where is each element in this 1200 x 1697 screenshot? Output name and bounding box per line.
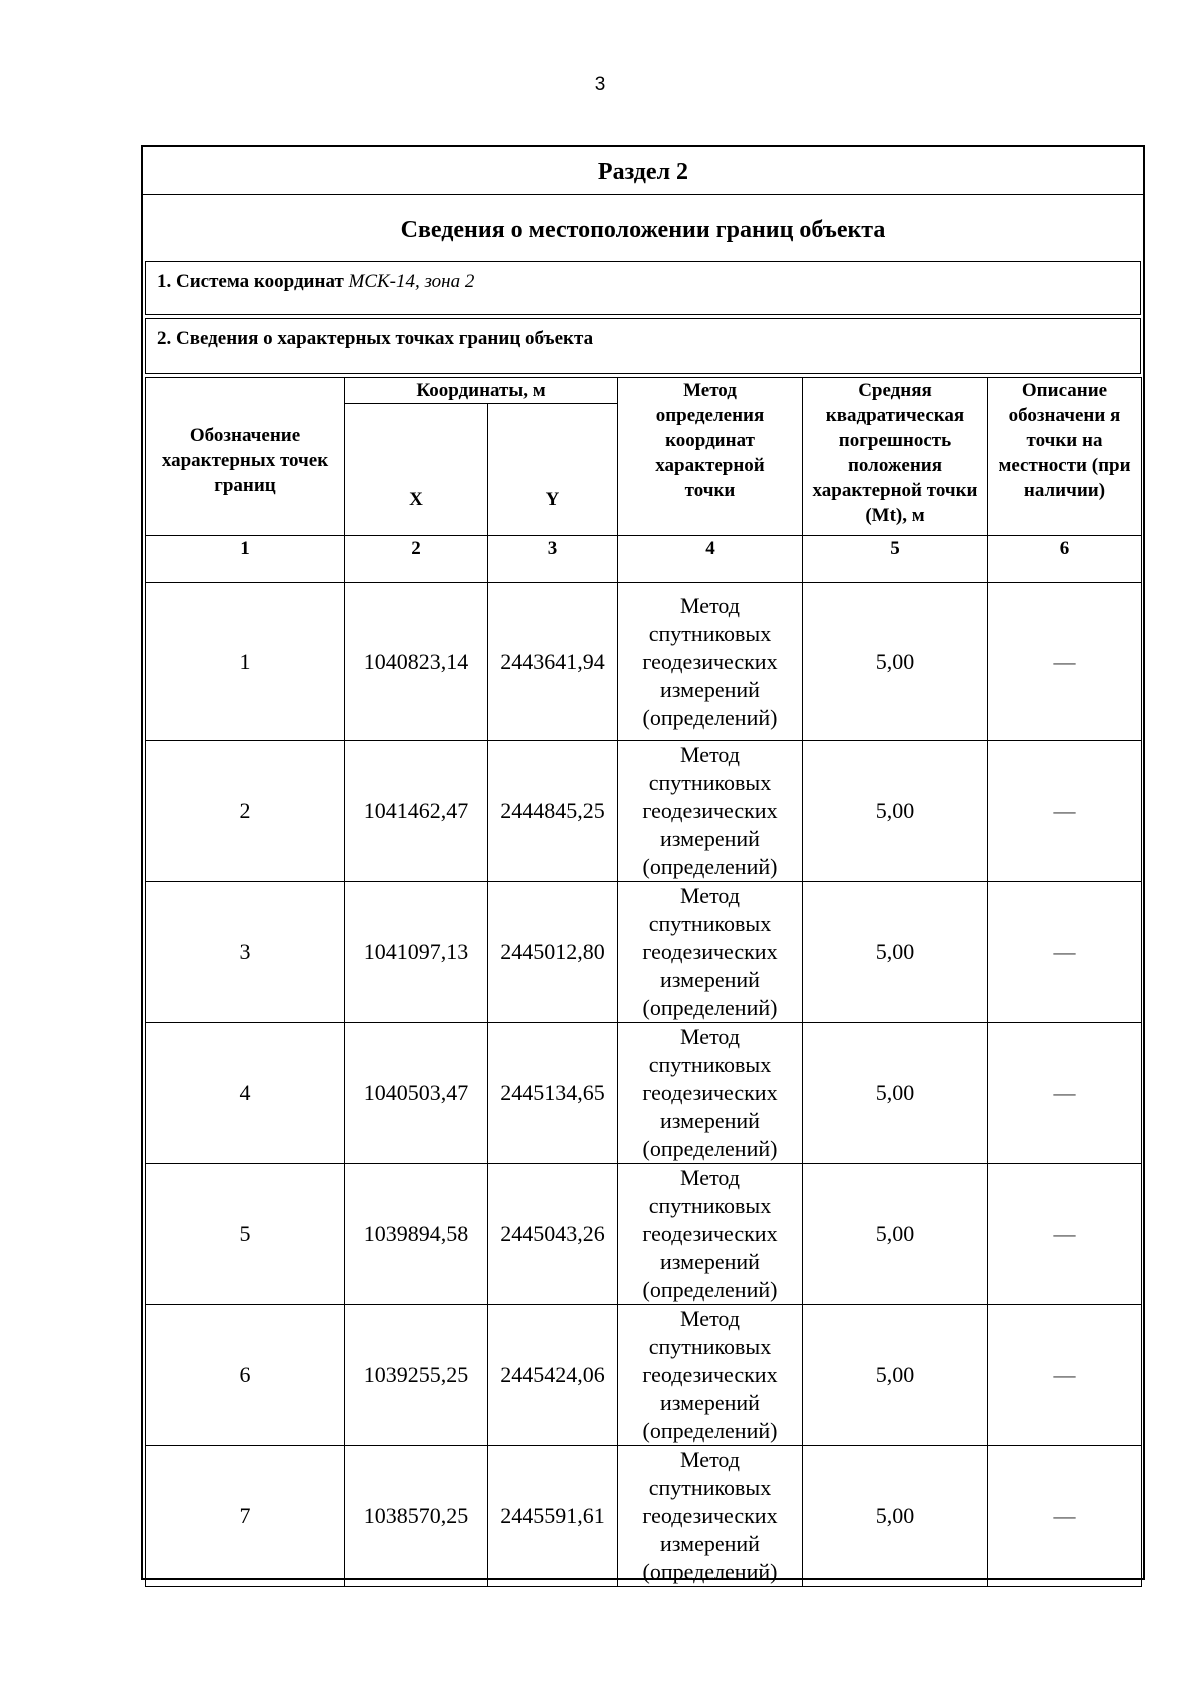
table-row [146,1164,1142,1305]
coordinate-system-label: 1. Система координат [157,271,344,292]
column-number: 2 [345,536,488,583]
description-cell: — [988,1446,1142,1587]
coordinate-x: 1041097,13 [345,882,488,1023]
table-row [146,882,1142,1023]
header-method: Метод определения координат характерной точки [618,378,803,536]
method-cell: Метод спутниковых геодезических измерений (определений) [618,882,803,1023]
accuracy-cell: 5,00 [803,1164,988,1305]
accuracy-cell: 5,00 [803,741,988,882]
method-cell: Метод спутниковых геодезических измерений (определений) [618,1164,803,1305]
table-row [146,1446,1142,1587]
page-number: 3 [594,74,606,95]
table-row [146,1305,1142,1446]
coordinate-y: 2445043,26 [488,1164,618,1305]
coordinate-x: 1038570,25 [345,1446,488,1587]
point-number: 2 [146,741,345,882]
accuracy-cell: 5,00 [803,1446,988,1587]
coordinate-y: 2445134,65 [488,1023,618,1164]
table-row [146,583,1142,741]
method-cell: Метод спутниковых геодезических измерений (определений) [618,583,803,741]
description-cell: — [988,1164,1142,1305]
coordinate-system-row [145,261,1141,315]
accuracy-cell: 5,00 [803,882,988,1023]
point-number: 1 [146,583,345,741]
header-accuracy: Средняя квадратическая погрешность положения характерной точки (Mt), м [803,378,988,536]
header-description: Описание обозначени я точки на местности (при наличии) [988,378,1142,536]
coordinate-x: 1040503,47 [345,1023,488,1164]
table-row [146,741,1142,882]
header-coordinates: Координаты, м [345,378,618,404]
coordinate-system-value: МСК-14, зона 2 [348,271,475,292]
column-number: 1 [146,536,345,583]
description-cell: — [988,1023,1142,1164]
point-number: 5 [146,1164,345,1305]
coordinate-y: 2443641,94 [488,583,618,741]
coordinate-y: 2444845,25 [488,741,618,882]
point-number: 3 [146,882,345,1023]
section-title: Раздел 2 [143,147,1143,195]
coordinate-x: 1039894,58 [345,1164,488,1305]
section-subtitle: Сведения о местоположении границ объекта [400,217,886,243]
coordinate-x: 1040823,14 [345,583,488,741]
point-number: 6 [146,1305,345,1446]
coordinate-y: 2445591,61 [488,1446,618,1587]
column-number: 3 [488,536,618,583]
column-number: 4 [618,536,803,583]
header-x: X [345,404,488,536]
description-cell: — [988,583,1142,741]
points-heading: 2. Сведения о характерных точках границ объекта [145,318,1141,374]
point-number: 7 [146,1446,345,1587]
accuracy-cell: 5,00 [803,1023,988,1164]
description-cell: — [988,882,1142,1023]
method-cell: Метод спутниковых геодезических измерений (определений) [618,1446,803,1587]
description-cell: — [988,1305,1142,1446]
coordinate-y: 2445012,80 [488,882,618,1023]
method-cell: Метод спутниковых геодезических измерений (определений) [618,1305,803,1446]
description-cell: — [988,741,1142,882]
table-row [146,1023,1142,1164]
points-table [145,377,1142,1587]
coordinate-x: 1039255,25 [345,1305,488,1446]
coordinate-y: 2445424,06 [488,1305,618,1446]
section-frame [141,145,1145,1584]
column-number: 6 [988,536,1142,583]
accuracy-cell: 5,00 [803,583,988,741]
header-designation: Обозначение характерных точек границ [146,378,345,536]
header-y: Y [488,404,618,536]
method-cell: Метод спутниковых геодезических измерений (определений) [618,741,803,882]
point-number: 4 [146,1023,345,1164]
accuracy-cell: 5,00 [803,1305,988,1446]
column-number: 5 [803,536,988,583]
method-cell: Метод спутниковых геодезических измерений (определений) [618,1023,803,1164]
coordinate-x: 1041462,47 [345,741,488,882]
